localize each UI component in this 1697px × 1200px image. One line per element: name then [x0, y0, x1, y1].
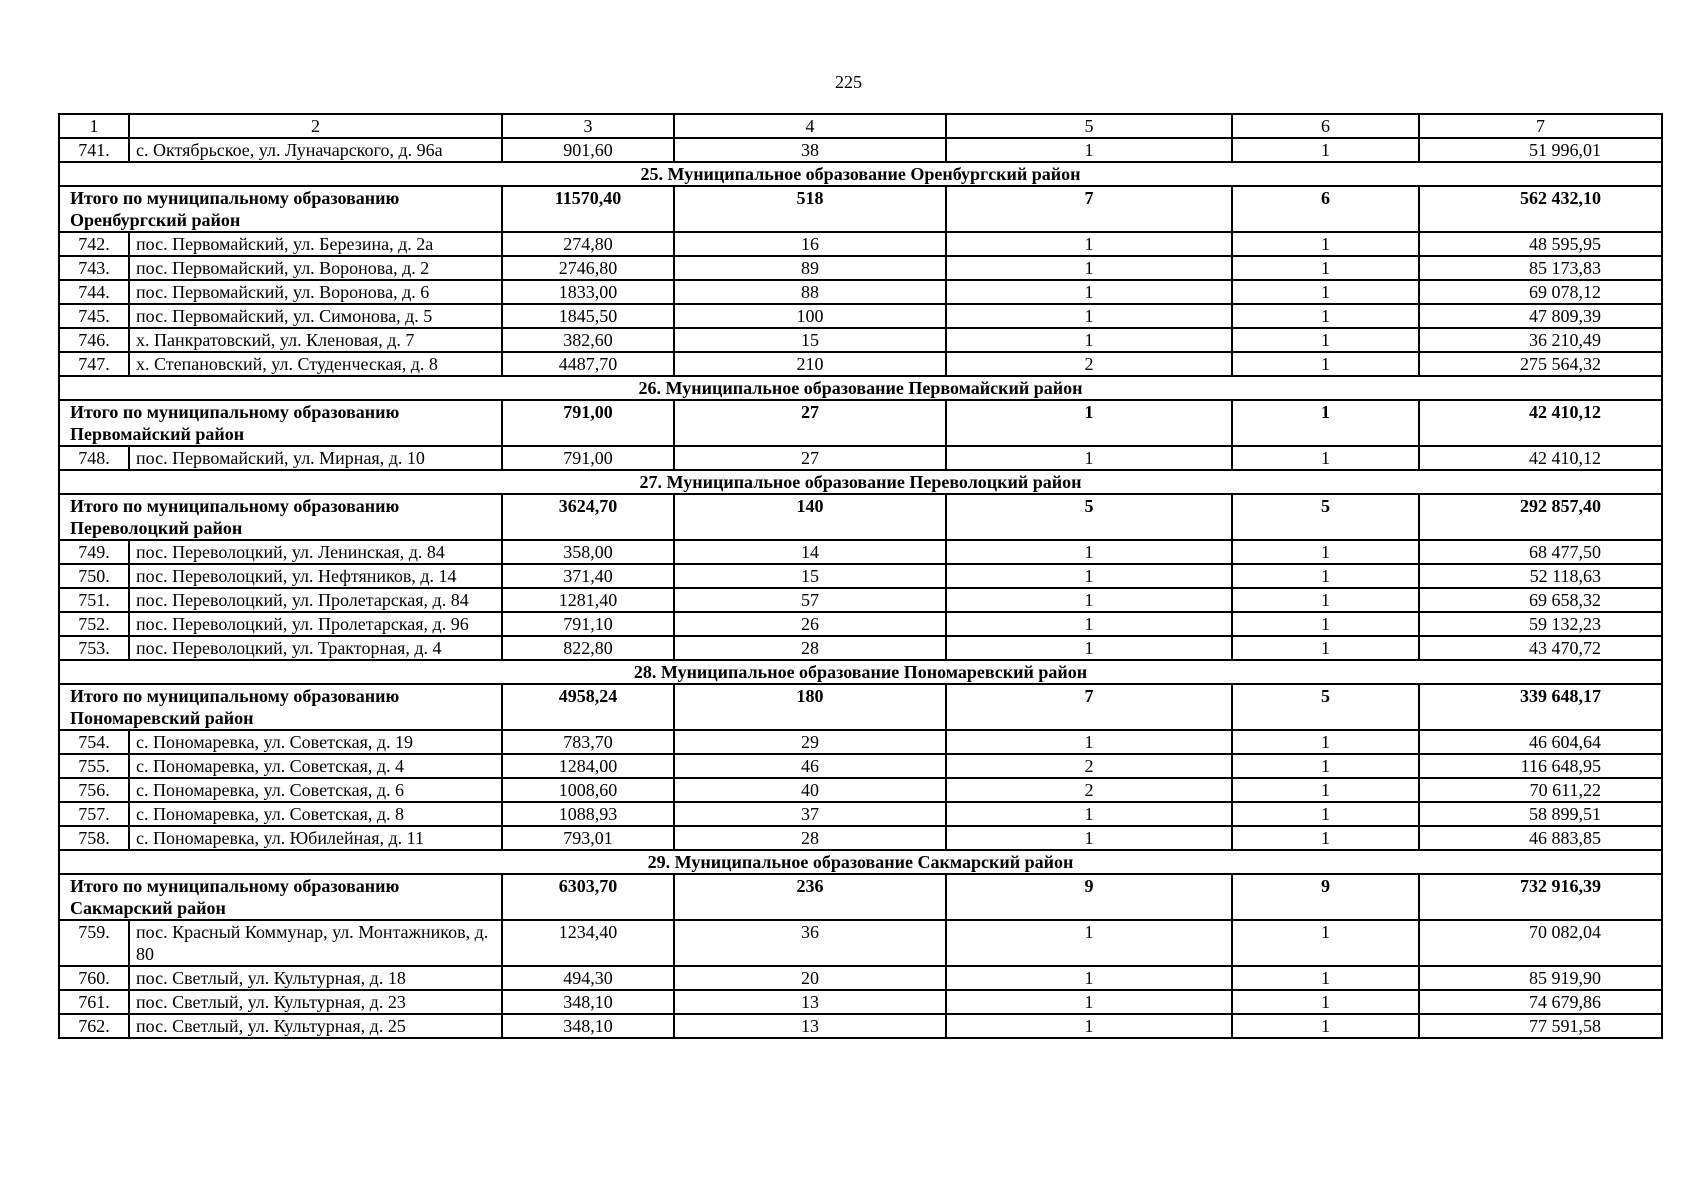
row-amount: 85 919,90: [1419, 966, 1662, 990]
row-col4: 89: [674, 256, 946, 280]
row-number: 746.: [59, 328, 129, 352]
section-title: 29. Муниципальное образование Сакмарский район: [59, 850, 1662, 874]
row-col5: 2: [946, 778, 1232, 802]
row-amount: 46 883,85: [1419, 826, 1662, 850]
row-number: 757.: [59, 802, 129, 826]
row-col6: 1: [1232, 588, 1419, 612]
total-col4: 27: [674, 400, 946, 446]
row-col6: 1: [1232, 304, 1419, 328]
row-address: с. Октябрьское, ул. Луначарского, д. 96а: [129, 138, 502, 162]
row-col6: 1: [1232, 280, 1419, 304]
total-col5: 7: [946, 684, 1232, 730]
row-number: 755.: [59, 754, 129, 778]
row-col6: 1: [1232, 232, 1419, 256]
total-area: 11570,40: [502, 186, 674, 232]
row-address: пос. Первомайский, ул. Мирная, д. 10: [129, 446, 502, 470]
total-row: [59, 494, 1662, 540]
total-amount: 42 410,12: [1419, 400, 1662, 446]
row-col5: 1: [946, 280, 1232, 304]
section-title: 28. Муниципальное образование Пономаревский район: [59, 660, 1662, 684]
row-number: 760.: [59, 966, 129, 990]
row-col4: 28: [674, 826, 946, 850]
housing-register-table: [58, 113, 1663, 1039]
table-row: [59, 730, 1662, 754]
row-address: пос. Первомайский, ул. Воронова, д. 6: [129, 280, 502, 304]
row-col5: 1: [946, 730, 1232, 754]
section-title: 26. Муниципальное образование Первомайский район: [59, 376, 1662, 400]
row-col4: 29: [674, 730, 946, 754]
total-area: 4958,24: [502, 684, 674, 730]
column-header: 7: [1419, 114, 1662, 138]
row-amount: 85 173,83: [1419, 256, 1662, 280]
table-row: [59, 966, 1662, 990]
row-col6: 1: [1232, 352, 1419, 376]
table-row: [59, 636, 1662, 660]
column-header: 5: [946, 114, 1232, 138]
row-col4: 13: [674, 1014, 946, 1038]
row-area: 382,60: [502, 328, 674, 352]
row-address: х. Панкратовский, ул. Кленовая, д. 7: [129, 328, 502, 352]
total-col4: 180: [674, 684, 946, 730]
total-amount: 292 857,40: [1419, 494, 1662, 540]
row-col4: 36: [674, 920, 946, 966]
row-amount: 47 809,39: [1419, 304, 1662, 328]
row-address: пос. Первомайский, ул. Березина, д. 2а: [129, 232, 502, 256]
total-label: Итого по муниципальному образованию Сакмарский район: [59, 874, 502, 920]
row-address: пос. Первомайский, ул. Воронова, д. 2: [129, 256, 502, 280]
row-number: 748.: [59, 446, 129, 470]
row-address: с. Пономаревка, ул. Советская, д. 4: [129, 754, 502, 778]
row-col5: 1: [946, 636, 1232, 660]
row-col4: 57: [674, 588, 946, 612]
row-address: х. Степановский, ул. Студенческая, д. 8: [129, 352, 502, 376]
row-number: 758.: [59, 826, 129, 850]
section-header-row: [59, 162, 1662, 186]
table-row: [59, 920, 1662, 966]
table-row: [59, 256, 1662, 280]
row-address: пос. Переволоцкий, ул. Пролетарская, д. 84: [129, 588, 502, 612]
row-col4: 14: [674, 540, 946, 564]
total-row: [59, 186, 1662, 232]
row-number: 743.: [59, 256, 129, 280]
row-col5: 1: [946, 588, 1232, 612]
table-row: [59, 826, 1662, 850]
total-col6: 9: [1232, 874, 1419, 920]
row-col6: 1: [1232, 920, 1419, 966]
row-area: 2746,80: [502, 256, 674, 280]
row-area: 348,10: [502, 1014, 674, 1038]
total-amount: 562 432,10: [1419, 186, 1662, 232]
row-amount: 48 595,95: [1419, 232, 1662, 256]
row-number: 759.: [59, 920, 129, 966]
row-col5: 1: [946, 1014, 1232, 1038]
table-row: [59, 754, 1662, 778]
total-row: [59, 874, 1662, 920]
row-amount: 42 410,12: [1419, 446, 1662, 470]
row-col5: 1: [946, 612, 1232, 636]
page-number: 225: [835, 72, 862, 92]
row-col4: 13: [674, 990, 946, 1014]
row-number: 762.: [59, 1014, 129, 1038]
total-label: Итого по муниципальному образованию Первомайский район: [59, 400, 502, 446]
table-row: [59, 802, 1662, 826]
section-header-row: [59, 850, 1662, 874]
row-area: 1284,00: [502, 754, 674, 778]
row-number: 751.: [59, 588, 129, 612]
row-area: 1845,50: [502, 304, 674, 328]
table-row: [59, 328, 1662, 352]
column-header: 1: [59, 114, 129, 138]
total-col6: 1: [1232, 400, 1419, 446]
row-area: 494,30: [502, 966, 674, 990]
row-address: пос. Первомайский, ул. Симонова, д. 5: [129, 304, 502, 328]
row-area: 793,01: [502, 826, 674, 850]
section-header-row: [59, 660, 1662, 684]
row-col5: 1: [946, 256, 1232, 280]
row-col6: 1: [1232, 138, 1419, 162]
section-header-row: [59, 470, 1662, 494]
row-address: с. Пономаревка, ул. Юбилейная, д. 11: [129, 826, 502, 850]
table-row: [59, 540, 1662, 564]
row-col6: 1: [1232, 826, 1419, 850]
table-row: [59, 990, 1662, 1014]
row-address: с. Пономаревка, ул. Советская, д. 19: [129, 730, 502, 754]
row-number: 761.: [59, 990, 129, 1014]
row-area: 1833,00: [502, 280, 674, 304]
total-label: Итого по муниципальному образованию Оренбургский район: [59, 186, 502, 232]
table-row: [59, 280, 1662, 304]
row-col5: 1: [946, 564, 1232, 588]
section-header-row: [59, 376, 1662, 400]
table-row: [59, 612, 1662, 636]
row-col6: 1: [1232, 636, 1419, 660]
total-label: Итого по муниципальному образованию Переволоцкий район: [59, 494, 502, 540]
row-number: 750.: [59, 564, 129, 588]
total-col6: 6: [1232, 186, 1419, 232]
row-amount: 43 470,72: [1419, 636, 1662, 660]
row-amount: 77 591,58: [1419, 1014, 1662, 1038]
row-col5: 1: [946, 826, 1232, 850]
row-address: пос. Переволоцкий, ул. Тракторная, д. 4: [129, 636, 502, 660]
section-title: 25. Муниципальное образование Оренбургский район: [59, 162, 1662, 186]
row-address: пос. Светлый, ул. Культурная, д. 23: [129, 990, 502, 1014]
row-number: 753.: [59, 636, 129, 660]
row-amount: 116 648,95: [1419, 754, 1662, 778]
row-col5: 1: [946, 138, 1232, 162]
row-col5: 1: [946, 802, 1232, 826]
row-area: 274,80: [502, 232, 674, 256]
row-amount: 59 132,23: [1419, 612, 1662, 636]
total-col5: 7: [946, 186, 1232, 232]
row-col5: 1: [946, 304, 1232, 328]
row-amount: 46 604,64: [1419, 730, 1662, 754]
row-number: 747.: [59, 352, 129, 376]
total-col5: 9: [946, 874, 1232, 920]
total-col6: 5: [1232, 494, 1419, 540]
row-col4: 210: [674, 352, 946, 376]
row-amount: 68 477,50: [1419, 540, 1662, 564]
row-col5: 1: [946, 328, 1232, 352]
row-area: 791,10: [502, 612, 674, 636]
row-number: 752.: [59, 612, 129, 636]
row-area: 358,00: [502, 540, 674, 564]
row-col4: 15: [674, 564, 946, 588]
row-col5: 1: [946, 920, 1232, 966]
row-number: 756.: [59, 778, 129, 802]
row-amount: 70 611,22: [1419, 778, 1662, 802]
row-col4: 26: [674, 612, 946, 636]
row-area: 1088,93: [502, 802, 674, 826]
total-area: 6303,70: [502, 874, 674, 920]
row-area: 791,00: [502, 446, 674, 470]
table-row: [59, 778, 1662, 802]
section-title: 27. Муниципальное образование Переволоцкий район: [59, 470, 1662, 494]
row-area: 901,60: [502, 138, 674, 162]
row-col4: 88: [674, 280, 946, 304]
row-area: 1234,40: [502, 920, 674, 966]
row-col4: 38: [674, 138, 946, 162]
row-amount: 58 899,51: [1419, 802, 1662, 826]
row-address: с. Пономаревка, ул. Советская, д. 6: [129, 778, 502, 802]
row-col6: 1: [1232, 754, 1419, 778]
column-header: 4: [674, 114, 946, 138]
row-col6: 1: [1232, 1014, 1419, 1038]
row-area: 1008,60: [502, 778, 674, 802]
row-col5: 1: [946, 232, 1232, 256]
row-area: 4487,70: [502, 352, 674, 376]
row-address: пос. Светлый, ул. Культурная, д. 25: [129, 1014, 502, 1038]
row-col6: 1: [1232, 730, 1419, 754]
row-address: пос. Красный Коммунар, ул. Монтажников, д. 80: [129, 920, 502, 966]
row-col6: 1: [1232, 256, 1419, 280]
row-address: пос. Светлый, ул. Культурная, д. 18: [129, 966, 502, 990]
column-header: 3: [502, 114, 674, 138]
row-amount: 69 658,32: [1419, 588, 1662, 612]
row-col4: 40: [674, 778, 946, 802]
row-address: пос. Переволоцкий, ул. Ленинская, д. 84: [129, 540, 502, 564]
column-header: 2: [129, 114, 502, 138]
total-area: 3624,70: [502, 494, 674, 540]
table-body: [59, 114, 1662, 1038]
row-col4: 20: [674, 966, 946, 990]
total-col5: 5: [946, 494, 1232, 540]
table-row: [59, 138, 1662, 162]
table-row: [59, 232, 1662, 256]
row-col4: 28: [674, 636, 946, 660]
row-col5: 1: [946, 990, 1232, 1014]
total-col4: 236: [674, 874, 946, 920]
total-col6: 5: [1232, 684, 1419, 730]
row-amount: 70 082,04: [1419, 920, 1662, 966]
row-number: 745.: [59, 304, 129, 328]
total-col4: 140: [674, 494, 946, 540]
row-amount: 69 078,12: [1419, 280, 1662, 304]
table-row: [59, 352, 1662, 376]
row-col5: 1: [946, 540, 1232, 564]
row-address: пос. Переволоцкий, ул. Пролетарская, д. 96: [129, 612, 502, 636]
row-number: 741.: [59, 138, 129, 162]
row-area: 348,10: [502, 990, 674, 1014]
row-amount: 36 210,49: [1419, 328, 1662, 352]
row-number: 749.: [59, 540, 129, 564]
row-address: пос. Переволоцкий, ул. Нефтяников, д. 14: [129, 564, 502, 588]
row-area: 371,40: [502, 564, 674, 588]
table-row: [59, 446, 1662, 470]
row-col6: 1: [1232, 328, 1419, 352]
row-col6: 1: [1232, 564, 1419, 588]
table-row: [59, 588, 1662, 612]
row-col4: 37: [674, 802, 946, 826]
total-amount: 339 648,17: [1419, 684, 1662, 730]
row-col6: 1: [1232, 540, 1419, 564]
row-col6: 1: [1232, 990, 1419, 1014]
row-col4: 15: [674, 328, 946, 352]
total-amount: 732 916,39: [1419, 874, 1662, 920]
row-amount: 275 564,32: [1419, 352, 1662, 376]
total-col4: 518: [674, 186, 946, 232]
table-row: [59, 1014, 1662, 1038]
total-label: Итого по муниципальному образованию Пономаревский район: [59, 684, 502, 730]
row-col6: 1: [1232, 612, 1419, 636]
row-col4: 100: [674, 304, 946, 328]
table-row: [59, 564, 1662, 588]
row-col6: 1: [1232, 778, 1419, 802]
total-row: [59, 684, 1662, 730]
row-area: 783,70: [502, 730, 674, 754]
row-amount: 51 996,01: [1419, 138, 1662, 162]
row-col5: 1: [946, 446, 1232, 470]
total-row: [59, 400, 1662, 446]
row-col4: 27: [674, 446, 946, 470]
row-col5: 2: [946, 754, 1232, 778]
row-number: 754.: [59, 730, 129, 754]
column-number-row: [59, 114, 1662, 138]
table-row: [59, 304, 1662, 328]
row-col4: 16: [674, 232, 946, 256]
row-col6: 1: [1232, 966, 1419, 990]
total-area: 791,00: [502, 400, 674, 446]
row-area: 1281,40: [502, 588, 674, 612]
row-amount: 74 679,86: [1419, 990, 1662, 1014]
row-amount: 52 118,63: [1419, 564, 1662, 588]
row-col6: 1: [1232, 802, 1419, 826]
row-col5: 1: [946, 966, 1232, 990]
row-col4: 46: [674, 754, 946, 778]
row-area: 822,80: [502, 636, 674, 660]
total-col5: 1: [946, 400, 1232, 446]
row-number: 742.: [59, 232, 129, 256]
row-col5: 2: [946, 352, 1232, 376]
row-address: с. Пономаревка, ул. Советская, д. 8: [129, 802, 502, 826]
row-number: 744.: [59, 280, 129, 304]
column-header: 6: [1232, 114, 1419, 138]
row-col6: 1: [1232, 446, 1419, 470]
